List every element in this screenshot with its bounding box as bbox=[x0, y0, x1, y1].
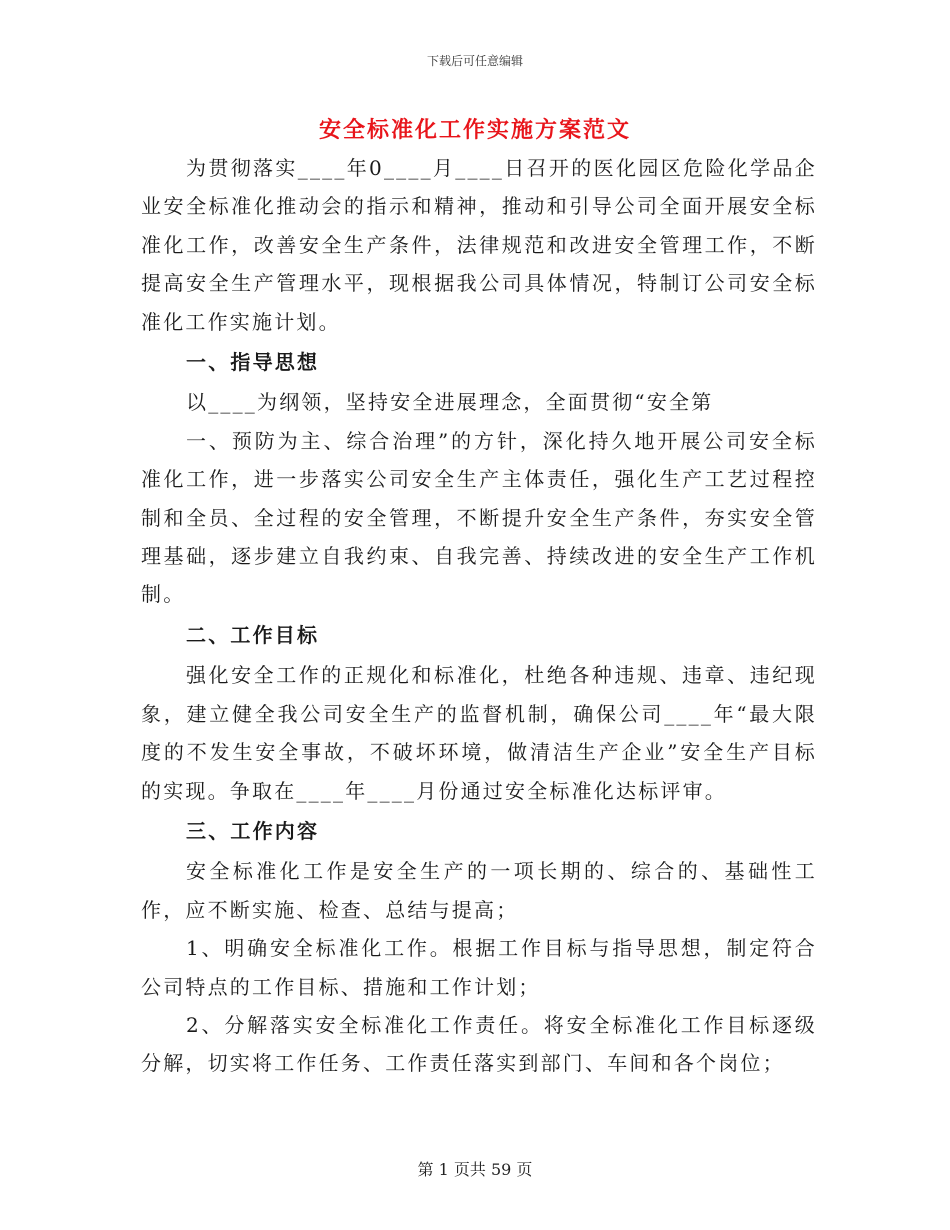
page-header: 下载后可任意编辑 bbox=[426, 54, 523, 68]
page-footer: 第 1 页共 59 页 bbox=[417, 1160, 533, 1179]
paragraph-goals: 强化安全工作的正规化和标准化，杜绝各种违规、违章、违纪现象，建立健全我公司安全生产的监督机制，确保公司____年“最大限度的不发生安全事故，不破坏环境，做清洁生产企业”安全生产目标的实现。争取在____年____月份通过安全标准化达标评审。 bbox=[141, 663, 817, 803]
document-body bbox=[141, 149, 817, 1083]
section-heading-guiding-thought: 一、指导思想 bbox=[186, 350, 320, 375]
paragraph-content-intro: 安全标准化工作是安全生产的一项长期的、综合的、基础性工作，应不断实施、检查、总结与提高； bbox=[141, 859, 817, 922]
paragraph-guiding-1: 以____为纲领，坚持安全进展理念，全面贯彻“安全第 bbox=[186, 390, 714, 415]
paragraph-item-2: 2、分解落实安全标准化工作责任。将安全标准化工作目标逐级分解，切实将工作任务、工作责任落实到部门、车间和各个岗位； bbox=[141, 1012, 817, 1076]
paragraph-guiding-2: 一、预防为主、综合治理”的方针，深化持久地开展公司安全标准化工作，进一步落实公司安全生产主体责任，强化生产工艺过程控制和全员、全过程的安全管理，不断提升安全生产条件，夯实安全管理基础，逐步建立自我约束、自我完善、持续改进的安全生产工作机制。 bbox=[141, 428, 817, 607]
paragraph-intro: 为贯彻落实____年0____月____日召开的医化园区危险化学品企业安全标准化推动会的指示和精神，推动和引导公司全面开展安全标准化工作，改善安全生产条件，法律规范和改进安全管理工作，不断提高安全生产管理水平，现根据我公司具体情况，特制订公司安全标准化工作实施计划。 bbox=[141, 156, 817, 334]
paragraph-item-1: 1、明确安全标准化工作。根据工作目标与指导思想，制定符合公司特点的工作目标、措施和工作计划； bbox=[141, 936, 817, 999]
section-heading-work-content: 三、工作内容 bbox=[186, 818, 320, 843]
section-heading-work-goals: 二、工作目标 bbox=[186, 622, 320, 647]
document-title: 安全标准化工作实施方案范文 bbox=[318, 117, 631, 143]
